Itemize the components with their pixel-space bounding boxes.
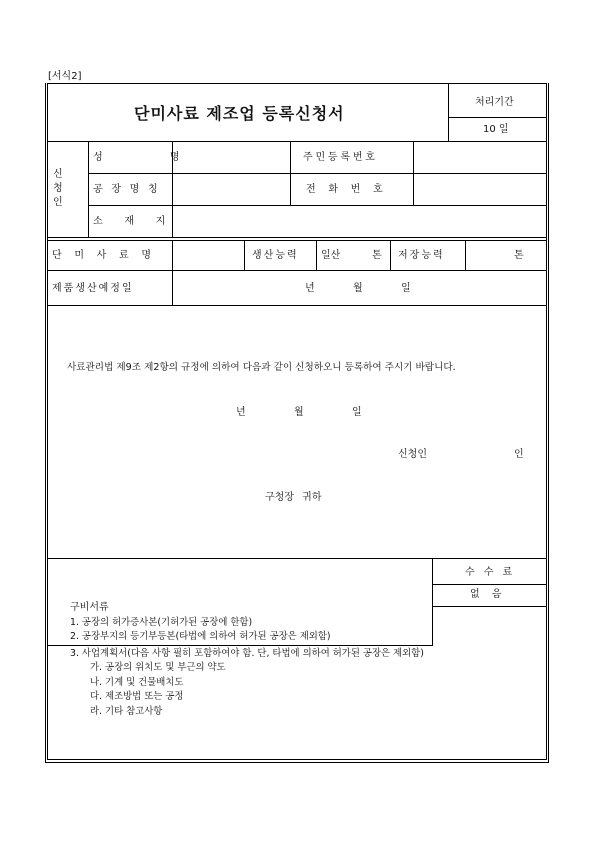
documents-heading: 구비서류	[70, 602, 109, 613]
address-label: 소 재 지	[93, 216, 166, 227]
address-field[interactable]	[173, 206, 547, 237]
resident-number-label: 주민등록번호	[303, 152, 378, 163]
phone-number-field[interactable]	[414, 174, 547, 205]
processing-period-label: 처리기간	[475, 97, 514, 108]
feed-name-field[interactable]	[173, 241, 244, 270]
daily-output-ton-unit: 톤	[372, 250, 382, 261]
phone-number-label: 전 화 번 호	[306, 184, 383, 195]
feed-name-label: 단 미 사 료 명	[52, 250, 152, 261]
application-statement: 사료관리법 제9조 제2항의 규정에 의하여 다음과 같이 신청하오니 등록하여 주시기 바랍니다.	[67, 362, 456, 373]
document-subitem: 가. 공장의 위치도 및 부근의 약도	[90, 662, 226, 673]
production-capacity-label: 생산능력	[252, 250, 299, 261]
document-item: 3. 사업계획서(다음 사항 필히 포함하여야 함. 단, 타법에 의하여 허가된 공장은 제외함)	[70, 648, 424, 659]
applicant-side-label-1: 신	[53, 169, 63, 180]
form-number: [서식2]	[48, 71, 82, 82]
production-date-month: 월	[353, 283, 363, 294]
document-item: 1. 공장의 허가증사본(기허가된 공장에 한함)	[70, 617, 253, 628]
factory-name-label: 공 장 명 칭	[93, 184, 158, 195]
application-date-year: 년	[236, 407, 246, 418]
document-subitem: 다. 제조방법 또는 공정	[90, 691, 184, 702]
production-date-label: 제품생산예정일	[52, 283, 134, 294]
applicant-name-label: 성 명	[93, 152, 196, 163]
processing-period-value: 10 일	[483, 124, 509, 135]
applicant-name-field[interactable]	[173, 142, 290, 173]
fee-value: 없 음	[470, 589, 502, 600]
seal-mark: 인	[514, 449, 524, 460]
application-date-day: 일	[352, 407, 362, 418]
applicant-signature-label: 신청인	[398, 449, 427, 460]
document-item: 2. 공장부지의 등기부등본(타법에 의하여 허가된 공장은 제외함)	[70, 631, 331, 642]
addressee: 구청장 귀하	[265, 492, 322, 503]
form-title: 단미사료 제조업 등록신청서	[134, 104, 345, 123]
production-date-year: 년	[305, 283, 315, 294]
fee-label: 수 수 료	[465, 567, 513, 578]
resident-number-field[interactable]	[414, 142, 547, 173]
document-subitem: 나. 기계 및 건물배치도	[90, 677, 184, 688]
storage-ton-unit: 톤	[514, 250, 524, 261]
daily-output-label: 일산	[321, 250, 341, 261]
production-date-day: 일	[401, 283, 411, 294]
applicant-side-label-2: 청	[53, 183, 63, 194]
applicant-side-label-3: 인	[53, 197, 63, 208]
factory-name-field[interactable]	[173, 174, 290, 205]
storage-capacity-label: 저장능력	[398, 250, 445, 261]
application-date-month: 월	[294, 407, 304, 418]
document-subitem: 라. 기타 참고사항	[90, 706, 163, 717]
